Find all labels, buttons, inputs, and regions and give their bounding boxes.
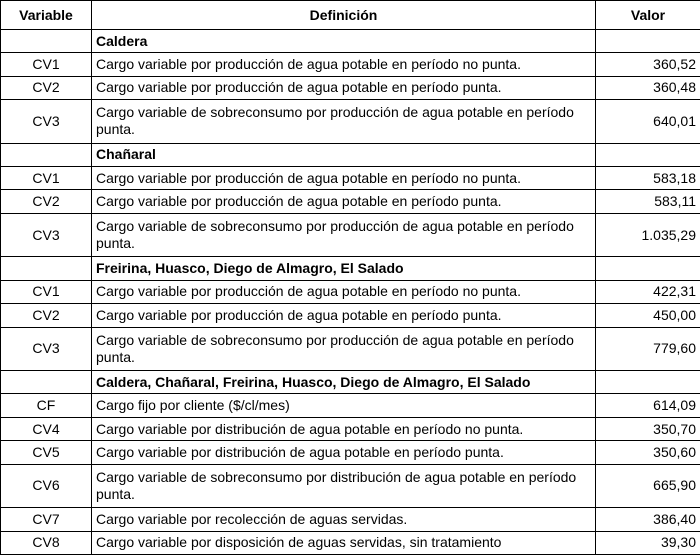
table-row — [1, 280, 700, 303]
group-name: Freirina, Huasco, Diego de Almagro, El Salado — [92, 257, 596, 280]
variable-code: CV4 — [1, 417, 92, 440]
table-row — [1, 441, 700, 464]
definition-text: Cargo variable por recolección de aguas servidas. — [92, 508, 596, 531]
group-empty-cell — [1, 30, 92, 53]
group-empty-cell — [1, 371, 92, 394]
group-header-row — [1, 371, 700, 394]
variable-code: CV1 — [1, 53, 92, 76]
table-row — [1, 76, 700, 99]
definition-text: Cargo variable por producción de agua potable en período no punta. — [92, 280, 596, 303]
table-row — [1, 394, 700, 417]
definition-text: Cargo variable de sobreconsumo por producción de agua potable en período punta. — [92, 100, 596, 144]
group-header-row — [1, 257, 700, 280]
definition-text: Cargo variable por producción de agua potable en período punta. — [92, 304, 596, 327]
variable-code: CV2 — [1, 304, 92, 327]
variable-code: CV7 — [1, 508, 92, 531]
value-amount: 665,90 — [596, 464, 700, 508]
definition-text: Cargo variable de sobreconsumo por producción de agua potable en período punta. — [92, 327, 596, 371]
variable-code: CV3 — [1, 213, 92, 257]
group-empty-cell — [1, 257, 92, 280]
table-row — [1, 531, 700, 555]
definition-text: Cargo variable por disposición de aguas servidas, sin tratamiento — [92, 531, 596, 555]
table-body — [1, 30, 700, 555]
group-header-row — [1, 143, 700, 166]
variable-code: CF — [1, 394, 92, 417]
group-name: Caldera, Chañaral, Freirina, Huasco, Diego de Almagro, El Salado — [92, 371, 596, 394]
value-amount: 450,00 — [596, 304, 700, 327]
group-header-row — [1, 30, 700, 53]
variable-code: CV2 — [1, 76, 92, 99]
variable-code: CV2 — [1, 190, 92, 213]
table-row — [1, 304, 700, 327]
definition-text: Cargo variable por producción de agua potable en período punta. — [92, 190, 596, 213]
table-row — [1, 100, 700, 144]
value-amount: 422,31 — [596, 280, 700, 303]
table-row — [1, 464, 700, 508]
table-row — [1, 213, 700, 257]
definition-text: Cargo variable de sobreconsumo por distribución de agua potable en período punta. — [92, 464, 596, 508]
value-amount: 583,11 — [596, 190, 700, 213]
value-amount: 350,60 — [596, 441, 700, 464]
table-row — [1, 190, 700, 213]
value-amount: 386,40 — [596, 508, 700, 531]
table-row — [1, 508, 700, 531]
value-amount: 583,18 — [596, 167, 700, 190]
value-amount: 350,70 — [596, 417, 700, 440]
table-row — [1, 167, 700, 190]
value-amount: 360,52 — [596, 53, 700, 76]
definition-text: Cargo variable de sobreconsumo por producción de agua potable en período punta. — [92, 213, 596, 257]
table-row — [1, 327, 700, 371]
definition-text: Cargo variable por producción de agua potable en período punta. — [92, 76, 596, 99]
header-valor: Valor — [596, 1, 700, 30]
variable-code: CV8 — [1, 531, 92, 555]
value-amount: 779,60 — [596, 327, 700, 371]
variable-code: CV5 — [1, 441, 92, 464]
group-empty-cell — [596, 371, 700, 394]
definition-text: Cargo variable por producción de agua potable en período no punta. — [92, 167, 596, 190]
table-row — [1, 417, 700, 440]
definition-text: Cargo fijo por cliente ($/cl/mes) — [92, 394, 596, 417]
value-amount: 640,01 — [596, 100, 700, 144]
header-definicion: Definición — [92, 1, 596, 30]
variable-code: CV1 — [1, 167, 92, 190]
group-empty-cell — [596, 30, 700, 53]
group-empty-cell — [596, 143, 700, 166]
variable-code: CV3 — [1, 327, 92, 371]
value-amount: 39,30 — [596, 531, 700, 555]
variable-code: CV1 — [1, 280, 92, 303]
definition-text: Cargo variable por distribución de agua potable en período no punta. — [92, 417, 596, 440]
definition-text: Cargo variable por producción de agua potable en período no punta. — [92, 53, 596, 76]
value-amount: 360,48 — [596, 76, 700, 99]
header-variable: Variable — [1, 1, 92, 30]
definition-text: Cargo variable por distribución de agua potable en período punta. — [92, 441, 596, 464]
group-name: Chañaral — [92, 143, 596, 166]
value-amount: 614,09 — [596, 394, 700, 417]
variable-code: CV6 — [1, 464, 92, 508]
variable-code: CV3 — [1, 100, 92, 144]
group-name: Caldera — [92, 30, 596, 53]
group-empty-cell — [596, 257, 700, 280]
value-amount: 1.035,29 — [596, 213, 700, 257]
group-empty-cell — [1, 143, 92, 166]
table-row — [1, 53, 700, 76]
header-row — [1, 1, 700, 30]
